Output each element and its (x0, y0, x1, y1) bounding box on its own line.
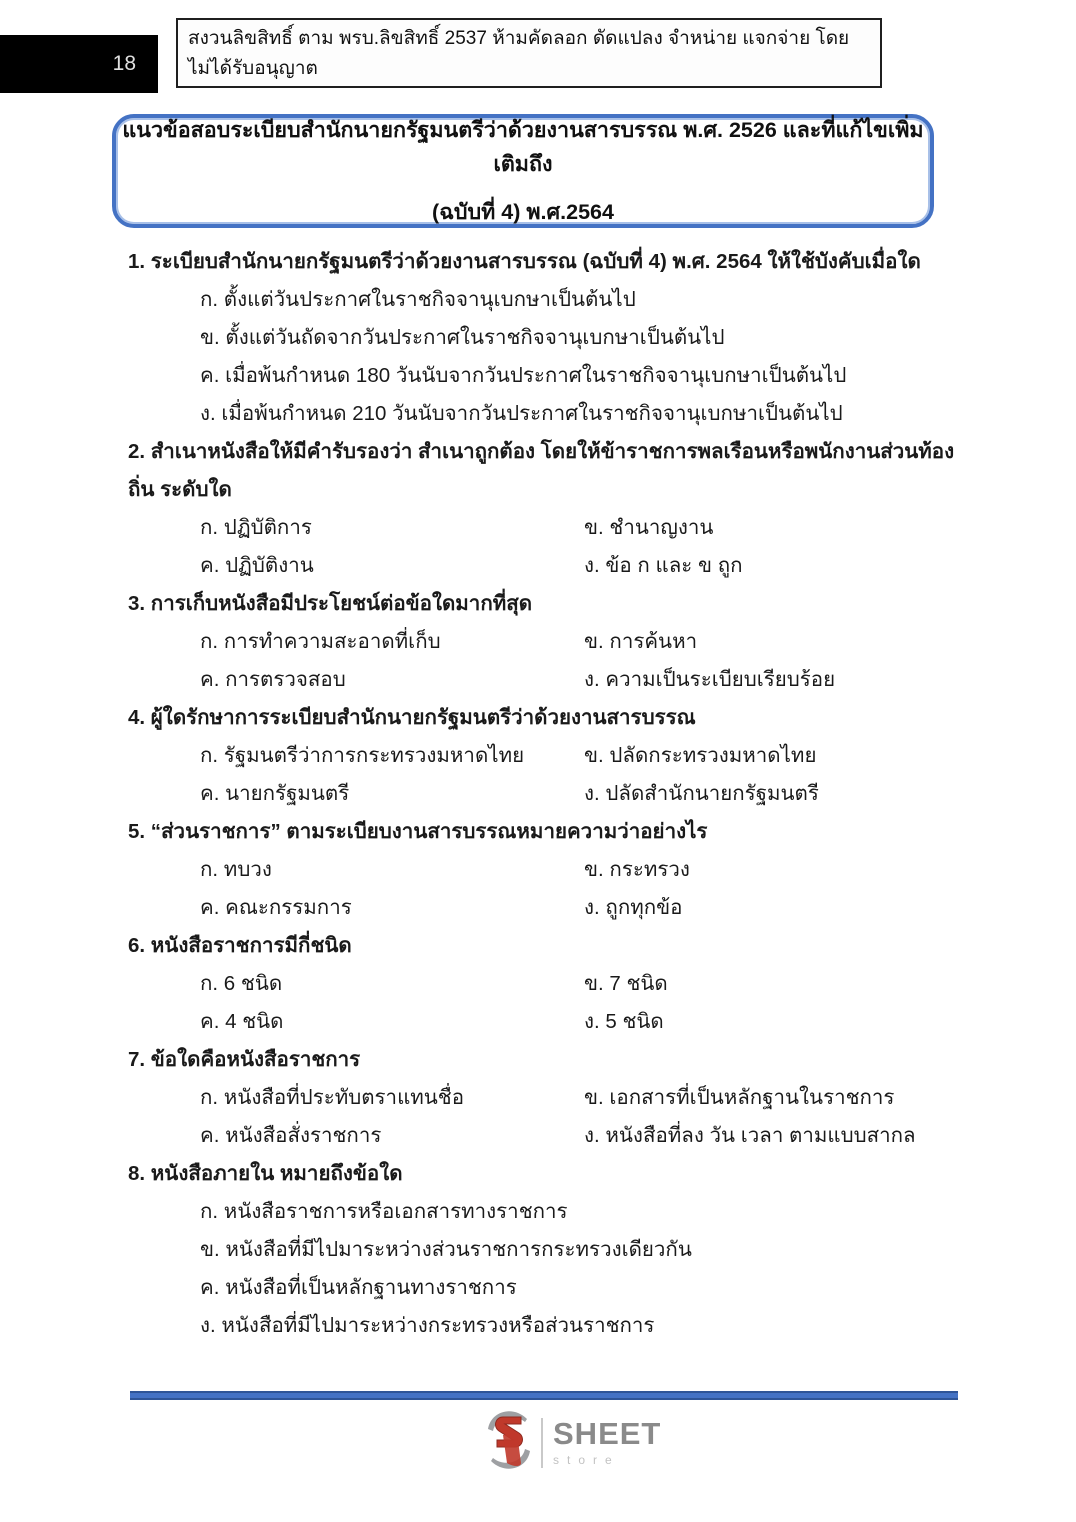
question-7-text: 7. ข้อใดคือหนังสือราชการ (128, 1048, 361, 1071)
question-5-option-1: ก. ทบวง (200, 858, 272, 881)
question-4-option-1: ก. รัฐมนตรีว่าการกระทรวงมหาดไทย (200, 744, 525, 767)
question-8-option-3: ค. หนังสือที่เป็นหลักฐานทางราชการ (200, 1276, 517, 1299)
question-3 (128, 585, 958, 699)
question-2-option-3: ค. ปฏิบัติงาน (200, 554, 314, 577)
question-5-options (200, 851, 958, 927)
question-7-option-3: ค. หนังสือสั่งราชการ (200, 1124, 382, 1147)
question-3-option-1: ก. การทำความสะอาดที่เก็บ (200, 630, 441, 653)
question-4-option-4: ง. ปลัดสำนักนายกรัฐมนตรี (584, 782, 819, 805)
question-6-option-2: ข. 7 ชนิด (584, 972, 668, 995)
question-5-text: 5. “ส่วนราชการ” ตามระเบียบงานสารบรรณหมายความว่าอย่างไร (128, 820, 708, 843)
question-4 (128, 699, 958, 813)
question-3-option-2: ข. การค้นหา (584, 630, 698, 653)
question-2-option-4: ง. ข้อ ก และ ข ถูก (584, 554, 743, 577)
question-7-options (200, 1079, 958, 1155)
logo-main-text: SHEET (553, 1415, 662, 1451)
question-5-option-3: ค. คณะกรรมการ (200, 896, 352, 919)
question-6-options (200, 965, 958, 1041)
exam-title-box (112, 114, 934, 228)
question-6-option-3: ค. 4 ชนิด (200, 1010, 284, 1033)
question-6-option-4: ง. 5 ชนิด (584, 1010, 664, 1033)
question-8 (128, 1155, 958, 1345)
footer-divider (130, 1391, 958, 1400)
question-1-option-4: ง. เมื่อพ้นกำหนด 210 วันนับจากวันประกาศในราชกิจจานุเบกษาเป็นต้นไป (200, 402, 843, 425)
question-6-option-1: ก. 6 ชนิด (200, 972, 283, 995)
question-7 (128, 1041, 958, 1155)
copyright-notice-box (176, 18, 882, 88)
question-1-option-1: ก. ตั้งแต่วันประกาศในราชกิจจานุเบกษาเป็นต้นไป (200, 288, 636, 311)
page-number: 18 (112, 52, 136, 75)
question-2-options (200, 509, 958, 585)
question-1-option-3: ค. เมื่อพ้นกำหนด 180 วันนับจากวันประกาศในราชกิจจานุเบกษาเป็นต้นไป (200, 364, 847, 387)
sheet-store-s-icon (483, 1409, 535, 1476)
question-2-text: 2. สำเนาหนังสือให้มีคำรับรองว่า สำเนาถูกต้อง โดยให้ข้าราชการพลเรือนหรือพนักงานส่วนท้องถิ่น ระดับใด (128, 440, 955, 501)
question-1-options (200, 281, 958, 433)
question-3-text: 3. การเก็บหนังสือมีประโยชน์ต่อข้อใดมากที่สุด (128, 592, 533, 615)
question-5-option-2: ข. กระทรวง (584, 858, 690, 881)
question-7-option-4: ง. หนังสือที่ลง วัน เวลา ตามแบบสากล (584, 1124, 916, 1147)
question-8-options (200, 1193, 958, 1345)
question-8-text: 8. หนังสือภายใน หมายถึงข้อใด (128, 1162, 403, 1185)
exam-title-line1: แนวข้อสอบระเบียบสำนักนายกรัฐมนตรีว่าด้วยงานสารบรรณ พ.ศ. 2526 และที่แก้ไขเพิ่มเติมถึง (122, 118, 924, 176)
logo-separator (541, 1418, 543, 1468)
question-6 (128, 927, 958, 1041)
question-4-option-3: ค. นายกรัฐมนตรี (200, 782, 350, 805)
page-number-box (0, 35, 158, 93)
exam-title-line2: (ฉบับที่ 4) พ.ศ.2564 (432, 200, 614, 224)
question-3-options (200, 623, 958, 699)
question-4-option-2: ข. ปลัดกระทรวงมหาดไทย (584, 744, 817, 767)
question-4-text: 4. ผู้ใดรักษาการระเบียบสำนักนายกรัฐมนตรีว่าด้วยงานสารบรรณ (128, 706, 696, 729)
question-7-option-1: ก. หนังสือที่ประทับตราแทนชื่อ (200, 1086, 465, 1109)
copyright-notice-text: สงวนลิขสิทธิ์ ตาม พรบ.ลิขสิทธิ์ 2537 ห้ามคัดลอก ดัดแปลง จำหน่าย แจกจ่าย โดยไม่ได้รับอนุญาต (188, 28, 850, 79)
question-1-text: 1. ระเบียบสำนักนายกรัฐมนตรีว่าด้วยงานสารบรรณ (ฉบับที่ 4) พ.ศ. 2564 ให้ใช้บังคับเมื่อใด (128, 250, 921, 273)
question-3-option-3: ค. การตรวจสอบ (200, 668, 346, 691)
question-6-text: 6. หนังสือราชการมีกี่ชนิด (128, 934, 352, 957)
question-2-option-2: ข. ชำนาญงาน (584, 516, 714, 539)
question-3-option-4: ง. ความเป็นระเบียบเรียบร้อย (584, 668, 836, 691)
questions-list (128, 243, 958, 1345)
question-8-option-2: ข. หนังสือที่มีไปมาระหว่างส่วนราชการกระทรวงเดียวกัน (200, 1238, 692, 1261)
question-2 (128, 433, 958, 585)
question-8-option-1: ก. หนังสือราชการหรือเอกสารทางราชการ (200, 1200, 568, 1223)
question-5 (128, 813, 958, 927)
question-4-options (200, 737, 958, 813)
question-5-option-4: ง. ถูกทุกข้อ (584, 896, 683, 919)
question-8-option-4: ง. หนังสือที่มีไปมาระหว่างกระทรวงหรือส่วนราชการ (200, 1314, 655, 1337)
logo-sub-text: store (553, 1452, 620, 1467)
question-1 (128, 243, 958, 433)
question-1-option-2: ข. ตั้งแต่วันถัดจากวันประกาศในราชกิจจานุเบกษาเป็นต้นไป (200, 326, 725, 349)
question-2-option-1: ก. ปฏิบัติการ (200, 516, 312, 539)
sheet-store-logo (483, 1409, 661, 1476)
question-7-option-2: ข. เอกสารที่เป็นหลักฐานในราชการ (584, 1086, 895, 1109)
